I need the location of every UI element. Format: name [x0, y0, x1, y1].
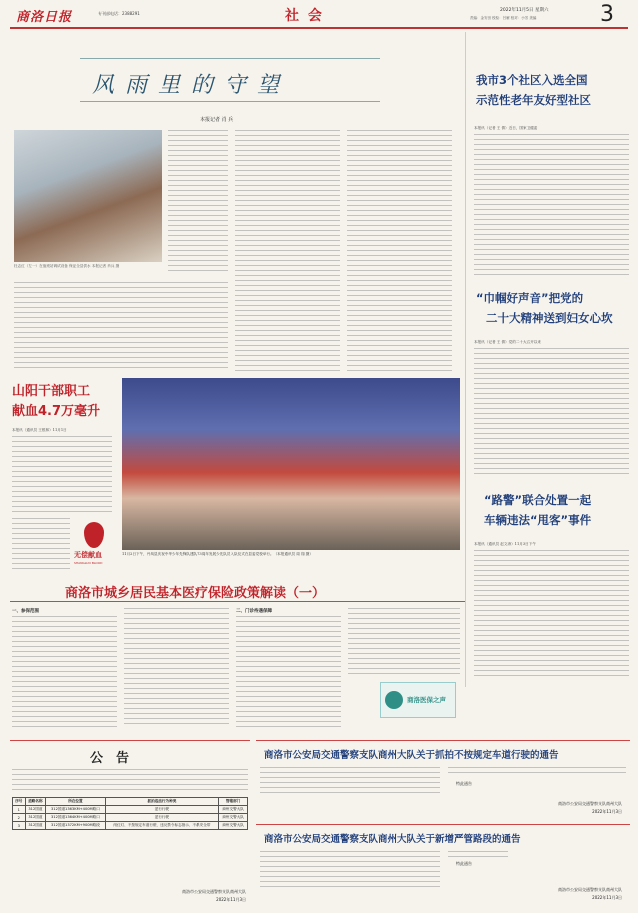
center-photo-caption: 11月2日下午，丹凤县庆祝中华少年先锋队建队73周年发展少先队员入队仪式在县委党校举行。（本报通讯员 周 翔 摄） — [122, 552, 313, 556]
right3-title-line2: 车辆违法“甩客”事件 — [484, 513, 592, 527]
bottom-notice-1 — [256, 740, 630, 822]
right3-byline: 本报讯（通讯员 赵文涛）11月3日下午 — [474, 542, 536, 546]
header-cell: 管辖部门 — [219, 798, 248, 806]
medical-logo-text: 商洛医保之声 — [407, 696, 446, 704]
medical-text-col3 — [236, 616, 341, 728]
medical-text-col4 — [348, 608, 460, 678]
masthead — [0, 0, 638, 28]
header-cell: 所在位置 — [46, 798, 105, 806]
table-cell: 商州交警大队 — [219, 814, 248, 822]
feature-photo-caption: 杜志红（左一）在值班站调试设备 保证全县供水 本报记者 肖兵 摄 — [14, 264, 120, 268]
feature-byline: 本报记者 肖 兵 — [200, 117, 234, 123]
feature-text-col-bottom — [14, 282, 228, 372]
shanyang-title-line1: 山阳干部职工 — [12, 384, 91, 399]
table-cell: 312国道 — [25, 814, 46, 822]
bottom2-text-left — [260, 851, 440, 887]
notice-table-header — [13, 798, 248, 806]
blood-logo-text: 无偿献血 — [74, 551, 102, 559]
right2-byline: 本报讯（记者 王 倩）党的二十大召开以来 — [474, 340, 541, 344]
notice-signature: 商洛市公安局交通警察支队商州大队 — [182, 889, 246, 894]
medical-text-col1 — [12, 616, 117, 728]
table-cell: 1 — [13, 806, 26, 814]
medical-title: 商洛市城乡居民基本医疗保险政策解读（一） — [65, 586, 326, 601]
bottom1-text-right — [448, 767, 626, 777]
table-cell: 商州交警大队 — [219, 822, 248, 830]
masthead-rule — [10, 27, 628, 29]
feature-text-col1 — [168, 130, 228, 275]
right-article-2 — [470, 288, 630, 483]
header-cell: 道路名称 — [25, 798, 46, 806]
table-row — [13, 814, 248, 822]
page-number: 3 — [600, 2, 614, 27]
notice-intro-text — [12, 769, 248, 793]
blood-logo-sub: SHANGLUO BLOOD — [74, 561, 103, 565]
edition-info: 专刊部电话：2388291 — [98, 11, 140, 16]
shanyang-title-line2: 献血4.7万毫升 — [12, 404, 101, 419]
feature-text-col2 — [235, 130, 340, 372]
table-cell: 逆行行驶 — [105, 814, 219, 822]
feature-photo — [14, 130, 162, 262]
feature-title: 风 雨 里 的 守 望 — [92, 73, 281, 98]
blood-drop-icon — [84, 522, 104, 548]
notice-table-wrap — [12, 797, 248, 830]
editor-credits: 责编：金安田 校检：吕雁 校对：小芳 美编 — [470, 16, 537, 20]
shanyang-article — [10, 378, 116, 576]
table-cell: 312国道1363KM+400M路口 — [46, 806, 105, 814]
table-row — [13, 806, 248, 814]
bottom1-title: 商洛市公安局交通警察支队商州大队关于抓拍不按规定车道行驶的通告 — [264, 750, 559, 761]
right-article-3 — [470, 486, 630, 686]
blood-donation-logo — [74, 522, 114, 570]
bottom2-text-right — [448, 851, 508, 857]
shanyang-text-lower — [12, 518, 70, 570]
right2-text — [474, 348, 629, 478]
table-cell: 闯红灯、不按规定车道行驶、违反禁令标志指示、不系安全带 — [105, 822, 219, 830]
right2-title-line1: “巾帼好声音”把党的 — [476, 291, 584, 305]
shanyang-byline: 本报讯（通讯员 王根林）11月1日 — [12, 428, 67, 432]
column-divider — [465, 32, 466, 687]
notice-table — [12, 797, 248, 830]
newspaper-logo: 商洛日报 — [16, 10, 73, 25]
bottom2-date: 2022年11月3日 — [592, 895, 622, 900]
medical-logo-icon — [385, 691, 403, 709]
medical-sub2: 二、门诊待遇保障 — [236, 609, 272, 614]
medical-logo — [380, 682, 456, 718]
table-cell: 312国道1372KM+900M路段 — [46, 822, 105, 830]
table-cell: 312国道 — [25, 806, 46, 814]
medical-text-col2 — [124, 608, 229, 728]
right3-title-line1: “路警”联合处置一起 — [484, 493, 592, 507]
bottom2-lead: 特此通告 — [456, 861, 472, 866]
header-cell: 抓拍违法行为种类 — [105, 798, 219, 806]
notice-panel — [10, 740, 250, 908]
table-cell: 商州交警大队 — [219, 806, 248, 814]
bottom-notice-2 — [256, 824, 630, 908]
right-article-1 — [470, 70, 630, 285]
bottom2-title: 商洛市公安局交通警察支队商州大队关于新增严管路段的通告 — [264, 834, 521, 845]
header-cell: 序号 — [13, 798, 26, 806]
right1-title-line2: 示范性老年友好型社区 — [476, 93, 591, 107]
notice-date: 2022年11月3日 — [216, 897, 246, 902]
right3-text — [474, 550, 629, 680]
feature-text-col3 — [347, 130, 452, 372]
table-cell: 逆行行驶 — [105, 806, 219, 814]
notice-title: 公 告 — [90, 751, 130, 766]
bottom2-signature: 商洛市公安局交通警察支队商州大队 — [558, 887, 622, 892]
bottom1-signature: 商洛市公安局交通警察支队商州大队 — [558, 801, 622, 806]
right2-title-line2: 二十大精神送到妇女心坎 — [486, 311, 613, 325]
table-cell: 312国道 — [25, 822, 46, 830]
medical-sub1: 一、参保范围 — [12, 609, 39, 614]
bottom1-text-left — [260, 767, 440, 797]
table-cell: 2 — [13, 814, 26, 822]
right1-title-line1: 我市3个社区入选全国 — [476, 73, 588, 87]
table-cell: 3 — [13, 822, 26, 830]
bottom1-lead: 特此通告 — [456, 781, 472, 786]
section-title: 社 会 — [285, 8, 324, 24]
feature-article — [10, 32, 460, 377]
right1-text — [474, 134, 629, 279]
table-cell: 312国道1364KM+400M路口 — [46, 814, 105, 822]
center-photo — [122, 378, 460, 550]
shanyang-text — [12, 436, 112, 516]
issue-date: 2022年11月5日 星期六 — [500, 8, 549, 13]
table-row — [13, 822, 248, 830]
medical-article — [10, 578, 465, 738]
bottom1-date: 2022年11月3日 — [592, 809, 622, 814]
right1-byline: 本报讯（记者 王 倩）近日，国家卫健委 — [474, 126, 538, 130]
